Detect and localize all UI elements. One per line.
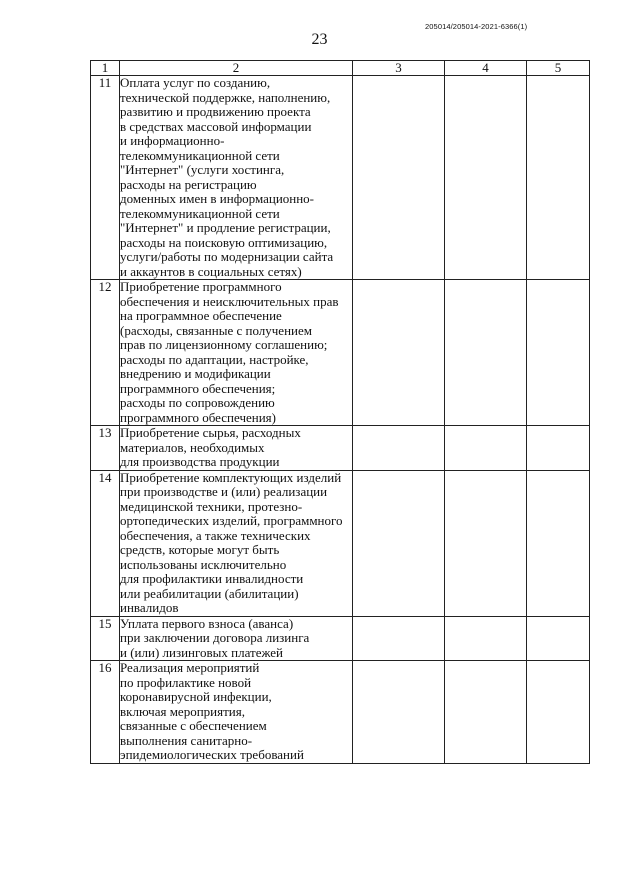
row-number: 14	[91, 470, 120, 616]
description-line: доменных имен в информационно-	[120, 191, 315, 206]
table-row	[91, 426, 590, 471]
value-cell-col-3	[353, 426, 445, 471]
description-line: расходы по адаптации, настройке,	[120, 351, 309, 367]
value-cell-col-5	[527, 661, 590, 764]
description-line: или реабилитации (абилитации)	[120, 585, 299, 601]
description-line: прав по лицензионному соглашению;	[120, 337, 328, 352]
expenses-table	[90, 60, 590, 764]
value-cell-col-5	[527, 616, 590, 661]
description-line: для производства продукции	[120, 454, 280, 469]
description-line: (расходы, связанные с получением	[120, 322, 312, 338]
value-cell-col-5	[527, 470, 590, 616]
table-row	[91, 76, 590, 280]
description-line: для профилактики инвалидности	[120, 571, 304, 586]
description-line: по профилактике новой	[120, 674, 252, 690]
description-line: и аккаунтов в социальных сетях)	[120, 263, 302, 279]
row-number: 12	[91, 280, 120, 426]
description-line: коронавирусной инфекции,	[120, 689, 272, 704]
value-cell-col-5	[527, 426, 590, 471]
description-line: обеспечения и неисключительных прав	[120, 293, 339, 309]
description-line: материалов, необходимых	[120, 439, 265, 455]
value-cell-col-4	[445, 661, 527, 764]
description-line: расходы на регистрацию	[120, 176, 257, 192]
column-header-2: 2	[120, 61, 353, 76]
column-header-1: 1	[91, 61, 120, 76]
description-line: Оплата услуг по созданию,	[120, 75, 271, 90]
description-line: услуги/работы по модернизации сайта	[120, 249, 334, 264]
description-line: обеспечения, а также технических	[120, 527, 311, 543]
expense-description	[120, 426, 353, 471]
column-header-3: 3	[353, 61, 445, 76]
description-line: инвалидов	[120, 600, 179, 615]
description-line: развитию и продвижению проекта	[120, 104, 311, 119]
description-line: использованы исключительно	[120, 556, 287, 572]
description-line: при производстве и (или) реализации	[120, 484, 328, 499]
value-cell-col-4	[445, 426, 527, 471]
description-line: Приобретение программного	[120, 279, 282, 294]
description-line: программного обеспечения)	[120, 409, 276, 425]
row-number: 15	[91, 616, 120, 661]
column-header-5: 5	[527, 61, 590, 76]
description-line: и информационно-	[120, 133, 225, 148]
expense-description	[120, 280, 353, 426]
description-line: программного обеспечения;	[120, 380, 276, 396]
description-line: Уплата первого взноса (аванса)	[120, 615, 294, 631]
row-number: 13	[91, 426, 120, 471]
description-line: внедрению и модификации	[120, 366, 271, 381]
table-row	[91, 280, 590, 426]
description-line: "Интернет" и продление регистрации,	[120, 220, 331, 235]
table-row	[91, 470, 590, 616]
column-header-4: 4	[445, 61, 527, 76]
value-cell-col-5	[527, 76, 590, 280]
description-line: выполнения санитарно-	[120, 732, 253, 748]
document-code: 205014/205014-2021-6366(1)	[425, 22, 528, 31]
expense-description	[120, 661, 353, 764]
table-row	[91, 661, 590, 764]
value-cell-col-4	[445, 280, 527, 426]
table-header	[91, 61, 590, 76]
description-line: телекоммуникационной сети	[120, 147, 280, 163]
description-line: "Интернет" (услуги хостинга,	[120, 162, 285, 177]
value-cell-col-3	[353, 616, 445, 661]
description-line: в средствах массовой информации	[120, 118, 312, 134]
expense-description	[120, 470, 353, 616]
value-cell-col-4	[445, 76, 527, 280]
description-line: Приобретение сырья, расходных	[120, 425, 301, 440]
row-number: 16	[91, 661, 120, 764]
description-line: ортопедических изделий, программного	[120, 513, 343, 528]
description-line: расходы на поисковую оптимизацию,	[120, 234, 328, 250]
table-row	[91, 616, 590, 661]
description-line: Реализация мероприятий	[120, 660, 260, 675]
expense-description	[120, 616, 353, 661]
description-line: медицинской техники, протезно-	[120, 498, 303, 514]
expense-description	[120, 76, 353, 280]
description-line: эпидемиологических требований	[120, 747, 304, 762]
description-line: связанные с обеспечением	[120, 718, 267, 733]
table-body	[91, 76, 590, 764]
description-line: телекоммуникационной сети	[120, 205, 280, 221]
value-cell-col-4	[445, 470, 527, 616]
row-number: 11	[91, 76, 120, 280]
description-line: и (или) лизинговых платежей	[120, 644, 284, 660]
description-line: включая мероприятия,	[120, 703, 245, 719]
value-cell-col-5	[527, 280, 590, 426]
description-line: на программное обеспечение	[120, 308, 282, 323]
value-cell-col-3	[353, 470, 445, 616]
description-line: при заключении договора лизинга	[120, 630, 310, 645]
description-line: Приобретение комплектующих изделий	[120, 469, 342, 485]
value-cell-col-3	[353, 280, 445, 426]
value-cell-col-3	[353, 661, 445, 764]
page-number: 23	[311, 31, 328, 48]
header-row	[91, 61, 590, 76]
description-line: расходы по сопровождению	[120, 395, 275, 410]
value-cell-col-3	[353, 76, 445, 280]
description-line: технической поддержке, наполнению,	[120, 89, 331, 105]
value-cell-col-4	[445, 616, 527, 661]
description-line: средств, которые могут быть	[120, 542, 280, 557]
